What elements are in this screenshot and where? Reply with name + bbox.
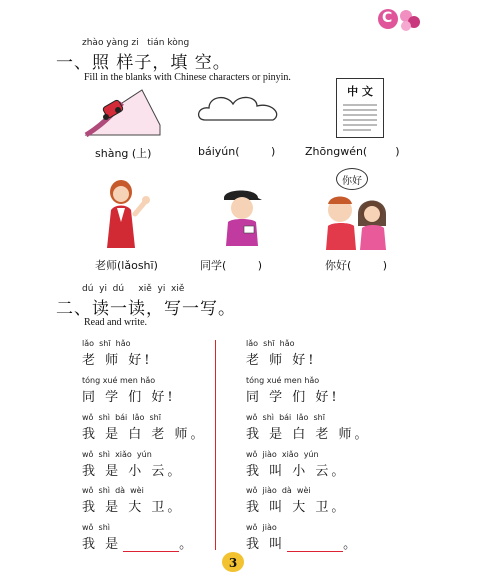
caption-tongxue: 同学( ) bbox=[200, 259, 263, 272]
pinyin: wǒ shì bái lǎo shī bbox=[246, 413, 325, 422]
write-blank[interactable] bbox=[287, 537, 343, 552]
page-number-badge bbox=[222, 552, 244, 572]
pinyin: lǎo shī hǎo bbox=[82, 339, 131, 348]
caption-baiyun: báiyún( ) bbox=[198, 145, 276, 158]
student-boy-image bbox=[218, 186, 266, 248]
hanzi: 老 师 好! bbox=[246, 353, 317, 368]
hanzi-with-blank bbox=[82, 533, 195, 552]
pinyin: tóng xué men hǎo bbox=[82, 376, 156, 385]
section2-instruction: Read and write. bbox=[84, 317, 148, 328]
hanzi: 我 是 bbox=[82, 537, 122, 552]
greeting-bubble bbox=[336, 168, 368, 190]
hanzi: 我 是 白 老 师。 bbox=[246, 427, 371, 442]
section1-instruction: Fill in the blanks with Chinese characters or pinyin. bbox=[84, 72, 291, 83]
left-line-2 bbox=[82, 376, 176, 405]
pinyin: wǒ shì bbox=[82, 523, 110, 532]
hanzi: 我 叫 小 云。 bbox=[246, 464, 348, 479]
left-line-3 bbox=[82, 413, 207, 442]
pinyin: wǒ shì bái lǎo shī bbox=[82, 413, 161, 422]
left-line-6 bbox=[82, 523, 195, 552]
hanzi: 同 学 们 好! bbox=[246, 390, 340, 405]
hanzi: 老 师 好! bbox=[82, 353, 153, 368]
pinyin: wǒ jiào dà wèi bbox=[246, 486, 311, 495]
left-line-4 bbox=[82, 450, 183, 479]
pinyin: wǒ shì xiǎo yún bbox=[82, 450, 152, 459]
right-line-6 bbox=[246, 523, 359, 552]
caption-zhongwen: Zhōngwén( ) bbox=[305, 145, 400, 158]
right-line-3 bbox=[246, 413, 371, 442]
pinyin: wǒ shì dà wèi bbox=[82, 486, 144, 495]
kids-greeting-image bbox=[322, 190, 394, 252]
chinese-document-image bbox=[336, 78, 384, 138]
document-title: 中 文 bbox=[347, 85, 373, 98]
right-line-4 bbox=[246, 450, 347, 479]
cloud-image bbox=[195, 92, 285, 126]
section1-title: 一、照 样子，填 空。 bbox=[56, 53, 231, 73]
right-line-5 bbox=[246, 486, 347, 515]
right-line-2 bbox=[246, 376, 340, 405]
caption-laoshi: 老师(lǎoshī) bbox=[95, 259, 158, 272]
section2-title: 二、读一读，写一写。 bbox=[56, 299, 236, 319]
column-divider bbox=[215, 340, 216, 550]
hanzi: 我 是 小 云。 bbox=[82, 464, 184, 479]
pinyin: wǒ jiào bbox=[246, 523, 277, 532]
right-line-1 bbox=[246, 339, 317, 368]
section1-title-pinyin: zhào yàng zi tián kòng bbox=[82, 38, 190, 48]
greeting-bubble-text: 你好 bbox=[342, 176, 362, 187]
hanzi: 我 叫 bbox=[246, 537, 286, 552]
pinyin: wǒ jiào xiǎo yún bbox=[246, 450, 319, 459]
period: 。 bbox=[343, 537, 360, 552]
left-line-1 bbox=[82, 339, 153, 368]
corner-badge bbox=[376, 6, 426, 32]
pinyin: lǎo shī hǎo bbox=[246, 339, 295, 348]
caption-shang: shàng (上) bbox=[95, 147, 152, 160]
teacher-image bbox=[95, 178, 155, 250]
write-blank[interactable] bbox=[123, 537, 179, 552]
left-line-5 bbox=[82, 486, 183, 515]
caption-nihao: 你好( ) bbox=[325, 259, 388, 272]
hanzi-with-blank bbox=[246, 533, 359, 552]
period: 。 bbox=[179, 537, 196, 552]
hanzi: 我 是 大 卫。 bbox=[82, 500, 184, 515]
hanzi: 同 学 们 好! bbox=[82, 390, 176, 405]
hanzi: 我 叫 大 卫。 bbox=[246, 500, 348, 515]
pinyin: tóng xué men hǎo bbox=[246, 376, 320, 385]
mountain-climber-image bbox=[82, 85, 162, 137]
page-number: 3 bbox=[228, 556, 238, 570]
badge-letter: C bbox=[382, 10, 393, 26]
hanzi: 我 是 白 老 师。 bbox=[82, 427, 207, 442]
section2-title-pinyin: dú yi dú xiě yi xiě bbox=[82, 284, 185, 294]
